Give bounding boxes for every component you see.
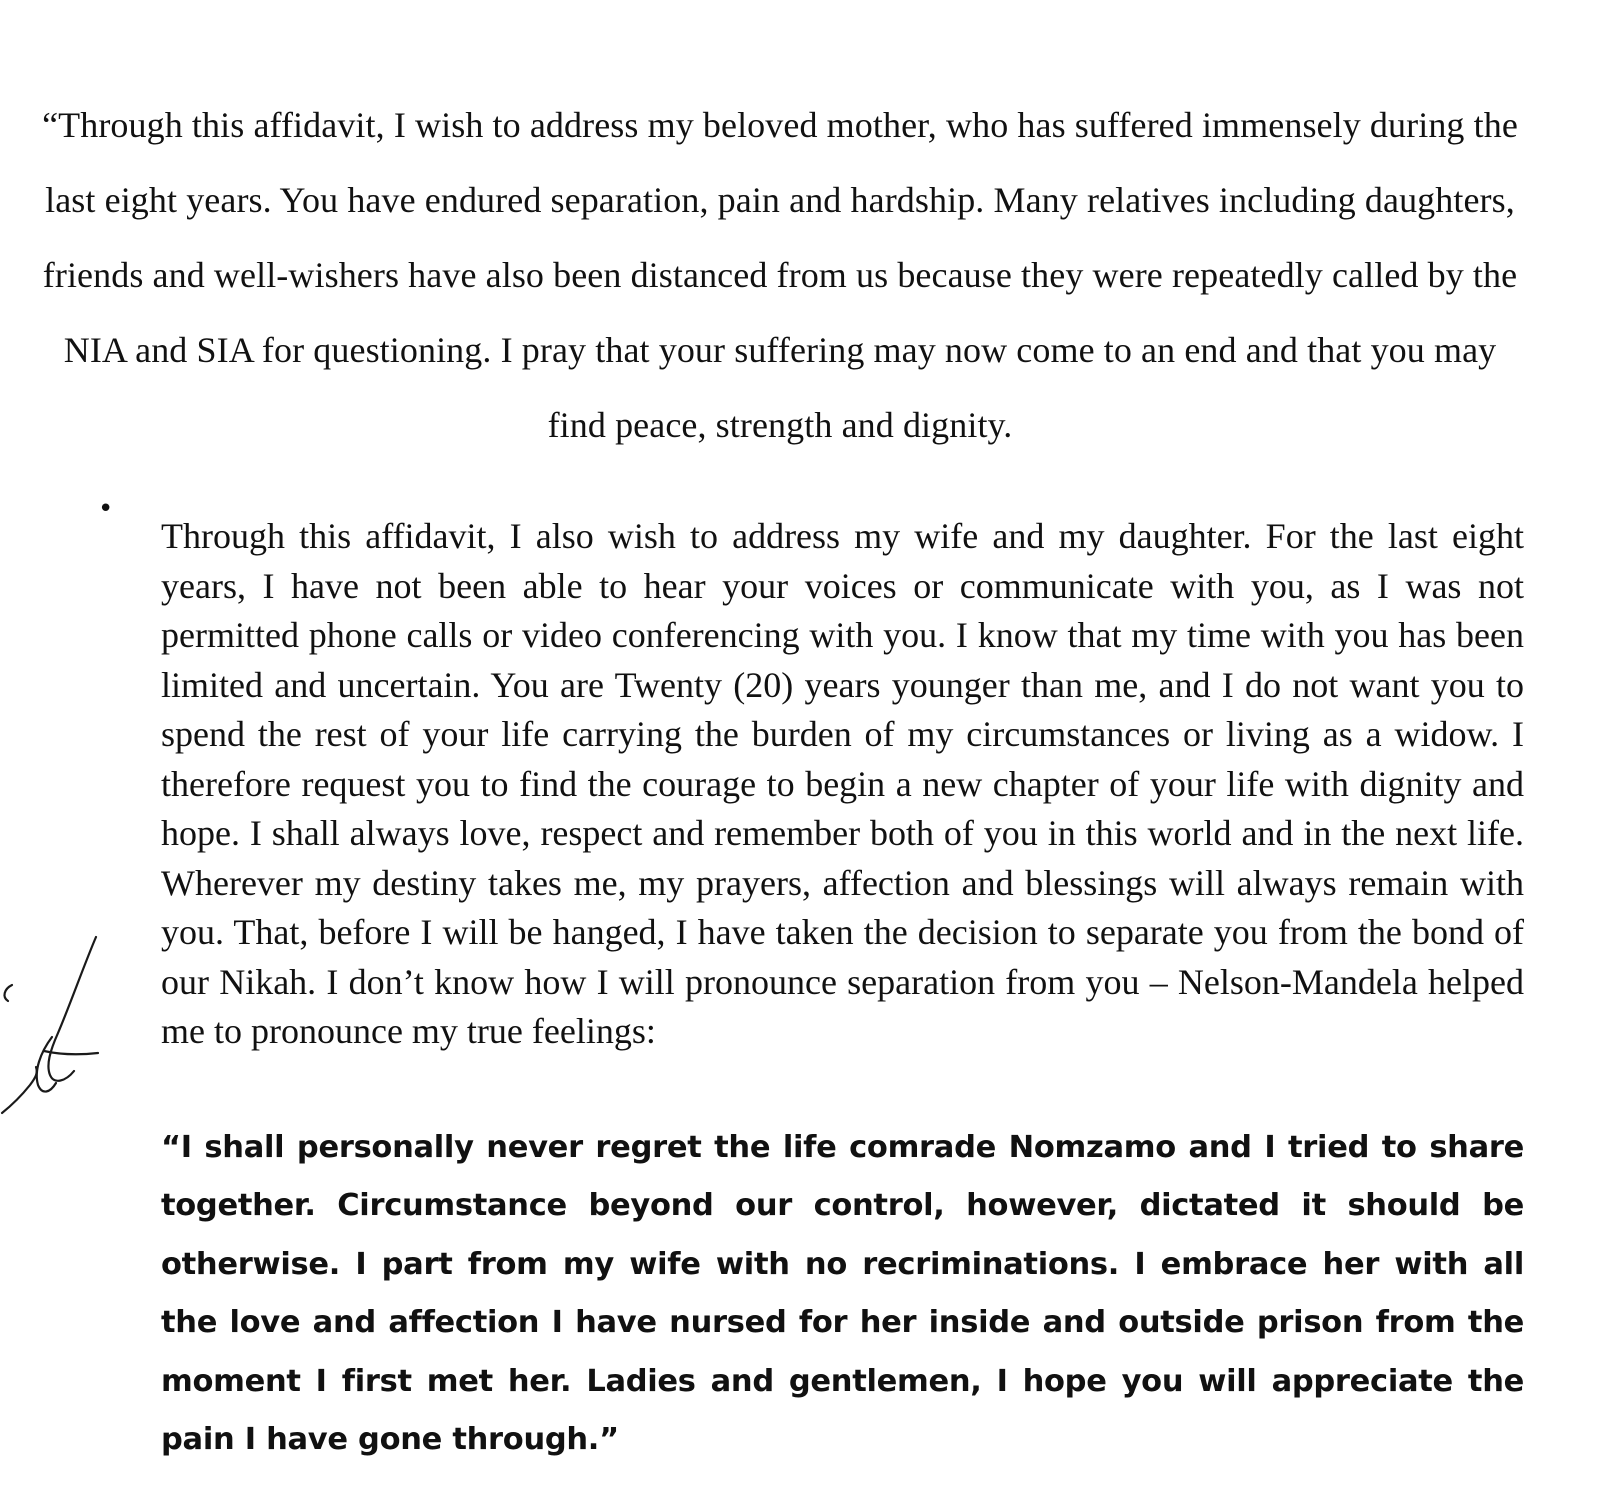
bullet-paragraph: Through this affidavit, I also wish to address my wife and my daughter. For the last eight years, I have not been able to hear your voices or communicate with you, as I was not permitted phone calls or video conferencing with you. I know that my time with you has been limited and uncertain. You are Twenty (20) years younger than me, and I do not want you to spend the rest of your life carrying the burden of my circumstances or living as a widow. I therefore request you to find the courage to begin a new chapter of your life with dignity and hope. I shall always love, respect and remember both of you in this world and in the next life. Wherever my destiny takes me, my prayers, affection and blessings will always remain with you. That, before I will be hanged, I have taken the decision to separate you from the bond of our Nikah. I don’t know how I will pronounce separation from you – Nelson-Mandela helped me to pronounce my true feelings: [161,516,1524,1051]
intro-paragraph: “Through this affidavit, I wish to address my beloved mother, who has suffered immensely during the last eight years. You have endured separation, pain and hardship. Many relatives including daughters, friends and well-wishers have also been distanced from us because they were repeatedly called by the NIA and SIA for questioning. I pray that your suffering may now come to an end and that you may find peace, strength and dignity. [42,105,1518,445]
signature-icon [0,925,120,1115]
bullet-icon: • [98,494,114,524]
mandela-quote: “I shall personally never regret the life comrade Nomzamo and I tried to share together. Circumstance beyond our control, however, dictated it should be otherwise. I part from my wife with no recriminations. I embrace her with all the love and affection I have nursed for her inside and outside prison from the moment I first met her. Ladies and gentlemen, I hope you will appreciate the pain I have gone through.” [161,1129,1524,1457]
